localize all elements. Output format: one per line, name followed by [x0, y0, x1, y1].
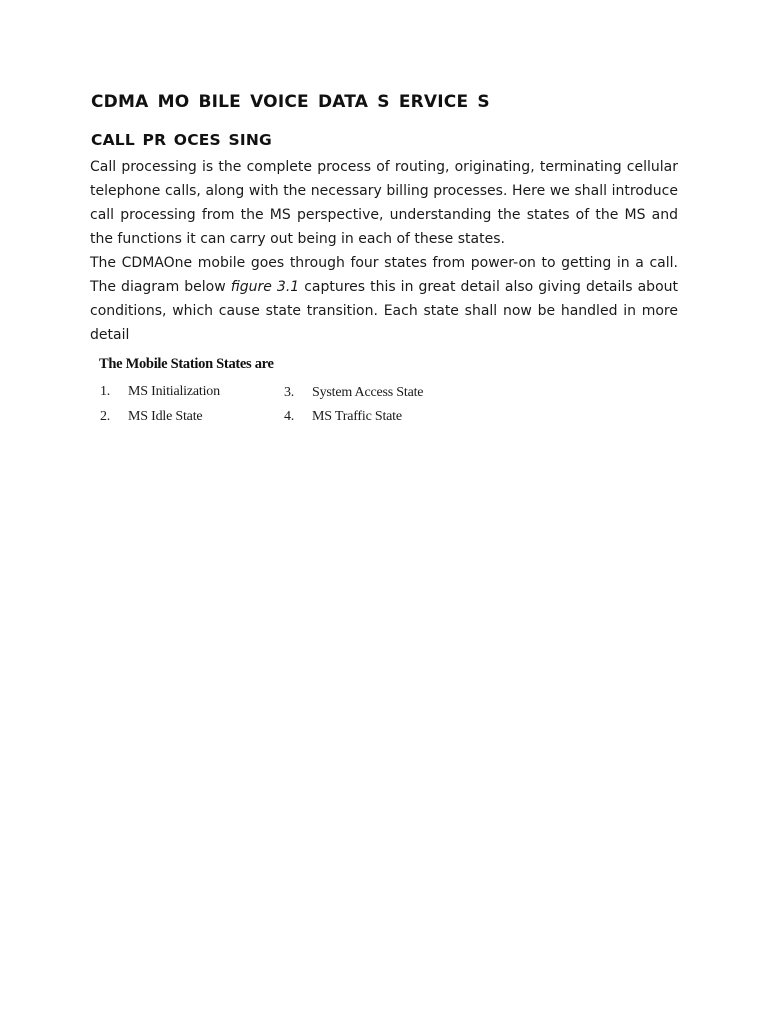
- paragraph-text-start: The CDMAOne mobile goes through four states from power-on to getting in a call. The diagram below: [90, 255, 678, 295]
- body-text: [90, 155, 678, 347]
- list-item-number: 4.: [284, 409, 295, 424]
- list-item-label: MS Initialization: [128, 384, 220, 399]
- paragraph-cdmaone-states: [90, 251, 678, 347]
- list-item: [284, 385, 423, 401]
- list-item-label: System Access State: [312, 385, 424, 400]
- list-item-number: 2.: [100, 409, 111, 424]
- states-heading: The Mobile Station States are: [99, 356, 274, 372]
- list-item: [100, 409, 202, 425]
- list-item-number: 3.: [284, 385, 295, 400]
- list-item: [284, 409, 402, 425]
- paragraph-text-end: captures this in great detail also giving details about conditions, which cause state transition. Each state shall now be handled in more detail: [90, 279, 678, 343]
- list-item-label: MS Idle State: [128, 409, 203, 424]
- list-item-number: 1.: [100, 384, 111, 399]
- figure-reference: figure 3.1: [230, 279, 300, 295]
- list-item: [100, 384, 220, 400]
- document-title: CDMA MO BILE VOICE DATA S ERVICE S: [91, 92, 490, 112]
- paragraph-call-processing: Call processing is the complete process of routing, originating, terminating cellular telephone calls, along with the necessary billing processes. Here we shall introduce call processing from the MS perspective, understanding the states of the MS and the functions it can carry out being in each of these states.: [90, 159, 678, 247]
- list-item-label: MS Traffic State: [312, 409, 402, 424]
- section-heading: CALL PR OCES SING: [91, 131, 272, 149]
